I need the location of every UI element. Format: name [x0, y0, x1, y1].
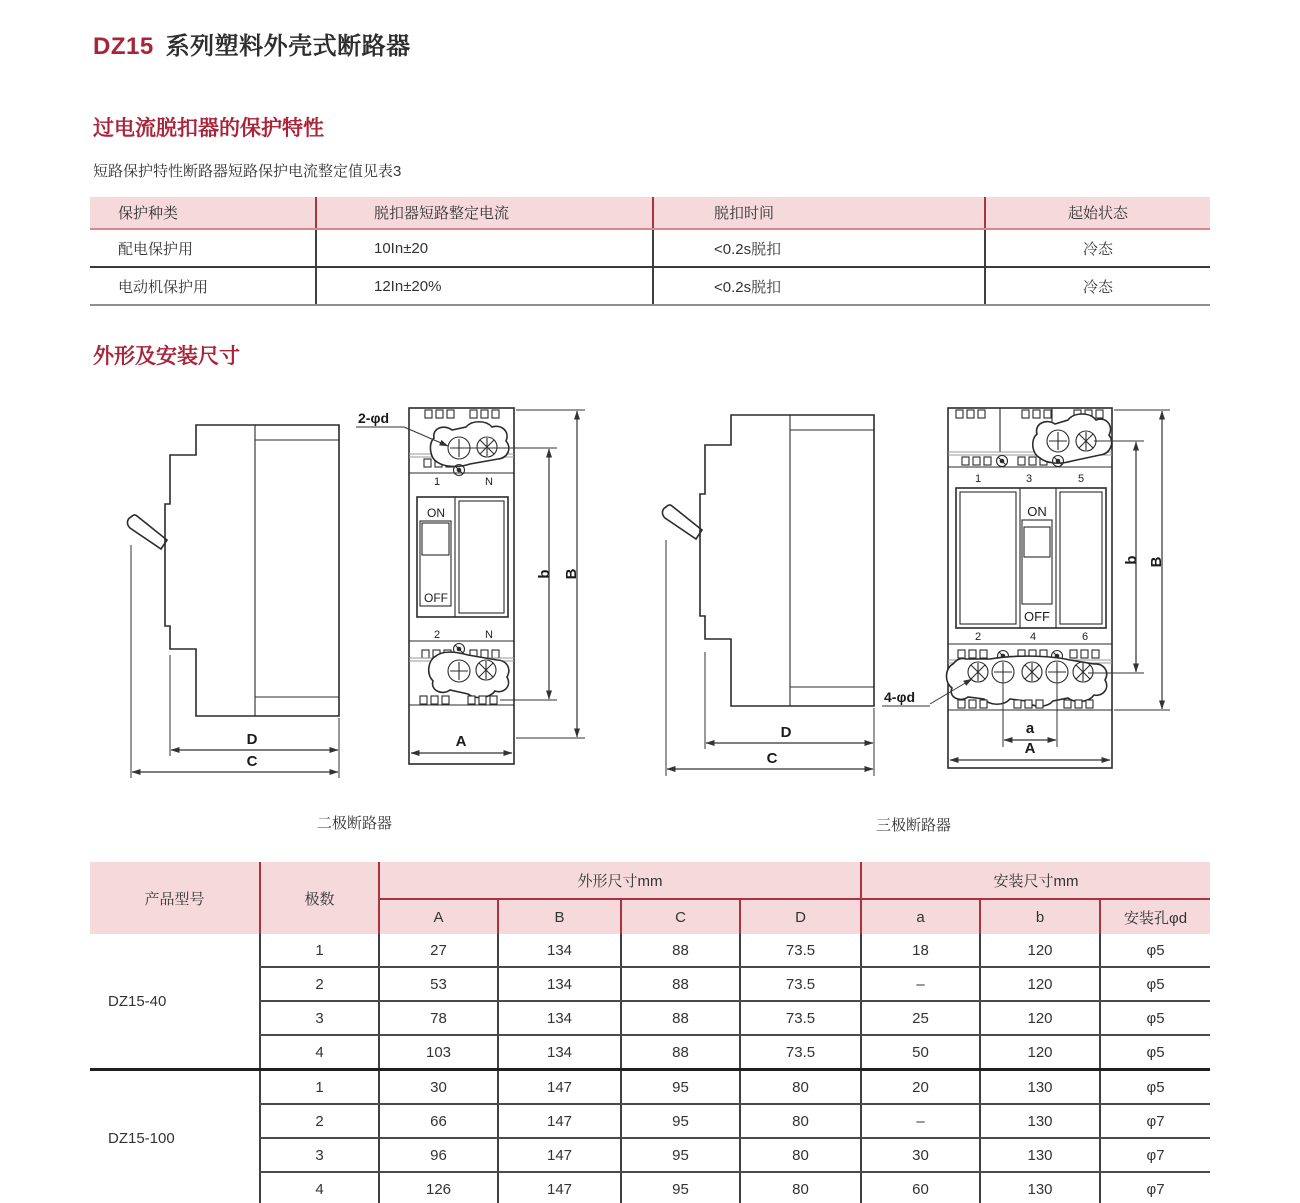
front-view	[946, 408, 1112, 768]
dimensions-table	[90, 862, 1210, 1203]
column-header: A	[379, 899, 498, 934]
table-cell: 66	[379, 1104, 498, 1138]
table-cell: 88	[621, 1001, 740, 1035]
dim-label-d: D	[780, 724, 792, 741]
top-terminal-block	[430, 422, 508, 467]
table-cell: φ7	[1100, 1104, 1210, 1138]
table-cell: 134	[498, 1035, 621, 1070]
table-cell: 80	[740, 1172, 861, 1203]
hole-label: 4-φd	[884, 689, 916, 705]
table-cell: 147	[498, 1172, 621, 1203]
column-header-poles: 极数	[260, 862, 379, 934]
protection-table	[90, 197, 1210, 306]
terminal-label: 3	[1025, 473, 1033, 485]
off-label: OFF	[1024, 609, 1050, 624]
table-cell: 25	[861, 1001, 980, 1035]
on-label: ON	[1027, 504, 1047, 519]
series-name: 系列塑料外壳式断路器	[165, 33, 411, 60]
table-cell: 147	[498, 1070, 621, 1105]
table-cell: 134	[498, 934, 621, 967]
on-label: ON	[427, 506, 445, 520]
column-header-model: 产品型号	[90, 862, 260, 934]
terminal-label: N	[485, 629, 493, 641]
column-header: C	[621, 899, 740, 934]
table-cell: 30	[379, 1070, 498, 1105]
table-cell: 3	[260, 1001, 379, 1035]
side-view	[127, 425, 339, 716]
bottom-terminal-block	[429, 652, 509, 697]
table-cell: 60	[861, 1172, 980, 1203]
series-code: DZ15	[93, 33, 154, 60]
column-header: b	[980, 899, 1100, 934]
table-cell: 120	[980, 1035, 1100, 1070]
front-view	[409, 408, 514, 764]
dim-label-b-outer: B	[1148, 556, 1165, 568]
off-label: OFF	[424, 591, 448, 605]
vent-slots	[425, 410, 499, 418]
table-cell: 4	[260, 1035, 379, 1070]
dim-label-c: C	[766, 750, 778, 767]
table-row	[90, 267, 1210, 305]
table-cell: 120	[980, 1001, 1100, 1035]
table-cell: 134	[498, 967, 621, 1001]
table-cell: φ7	[1100, 1172, 1210, 1203]
table-cell: φ5	[1100, 1070, 1210, 1105]
dim-label-a-small: a	[1025, 720, 1035, 737]
table-cell: 130	[980, 1070, 1100, 1105]
table-cell: 80	[740, 1138, 861, 1172]
right-drawing-caption: 三极断路器	[876, 817, 952, 834]
column-header: a	[861, 899, 980, 934]
three-pole-breaker-drawing	[650, 390, 1190, 790]
model-cell: DZ15-40	[90, 934, 260, 1070]
table-cell: 95	[621, 1138, 740, 1172]
toggle-switch	[422, 523, 449, 555]
top-terminal-block	[1033, 414, 1112, 463]
left-drawing-caption: 二极断路器	[317, 815, 393, 832]
table-cell: 10In±20	[316, 229, 653, 267]
column-header: 安装孔φd	[1100, 899, 1210, 934]
table-cell: 120	[980, 934, 1100, 967]
table-cell: –	[861, 1104, 980, 1138]
table-cell: 20	[861, 1070, 980, 1105]
depth-dimensions	[666, 540, 874, 776]
table-header-row	[90, 862, 1210, 899]
depth-dimensions	[131, 545, 339, 778]
table-cell: 73.5	[740, 1001, 861, 1035]
column-header: 保护种类	[90, 197, 316, 229]
table-cell: 冷态	[985, 267, 1210, 305]
switch-face	[956, 488, 1106, 628]
section-heading-dimensions: 外形及安装尺寸	[93, 345, 240, 368]
table-cell: 冷态	[985, 229, 1210, 267]
table-cell: 130	[980, 1104, 1100, 1138]
table-cell: 4	[260, 1172, 379, 1203]
terminal-label: 1	[433, 476, 441, 488]
table-cell: 53	[379, 967, 498, 1001]
column-header: 脱扣器短路整定电流	[316, 197, 653, 229]
table-cell: 126	[379, 1172, 498, 1203]
table-cell: 103	[379, 1035, 498, 1070]
table-cell: 1	[260, 1070, 379, 1105]
table-cell: 147	[498, 1138, 621, 1172]
group-header-mounting: 安装尺寸mm	[861, 862, 1210, 899]
case-screw	[997, 456, 1008, 467]
table-cell: φ5	[1100, 1035, 1210, 1070]
toggle-switch	[1024, 527, 1050, 557]
dim-label-a: A	[1024, 740, 1036, 757]
table-cell: φ7	[1100, 1138, 1210, 1172]
terminal-label: 4	[1029, 631, 1037, 643]
hole-label: 2-φd	[358, 410, 390, 426]
table-cell: 30	[861, 1138, 980, 1172]
table-cell: 147	[498, 1104, 621, 1138]
table-cell: –	[861, 967, 980, 1001]
table-row	[90, 229, 1210, 267]
group-header-outline: 外形尺寸mm	[379, 862, 861, 899]
switch-face	[417, 497, 508, 617]
table-row	[90, 934, 1210, 967]
page-title	[93, 26, 411, 61]
table-cell: φ5	[1100, 934, 1210, 967]
table-cell: 130	[980, 1138, 1100, 1172]
dim-label-c: C	[246, 753, 258, 770]
table-cell: 95	[621, 1172, 740, 1203]
section-heading-protection: 过电流脱扣器的保护特性	[93, 117, 324, 140]
dim-label-b-inner: b	[1123, 555, 1140, 565]
dim-label-d: D	[246, 731, 258, 748]
table-cell: 50	[861, 1035, 980, 1070]
terminal-label: 2	[433, 629, 441, 641]
table-cell: 配电保护用	[90, 229, 316, 267]
terminal-label: 6	[1081, 631, 1089, 643]
terminal-label: 1	[974, 473, 982, 485]
table-cell: 18	[861, 934, 980, 967]
table-header-row	[90, 197, 1210, 229]
dim-label-b-inner: b	[536, 569, 553, 579]
dim-label-b-outer: B	[563, 568, 580, 580]
table-cell: 88	[621, 1035, 740, 1070]
terminal-label: 5	[1077, 473, 1085, 485]
table-cell: 88	[621, 934, 740, 967]
table-cell: <0.2s脱扣	[653, 267, 985, 305]
column-header: 脱扣时间	[653, 197, 985, 229]
table-cell: φ5	[1100, 1001, 1210, 1035]
table-cell: <0.2s脱扣	[653, 229, 985, 267]
table-cell: 73.5	[740, 934, 861, 967]
table-cell: 73.5	[740, 967, 861, 1001]
table-cell: 134	[498, 1001, 621, 1035]
column-header: B	[498, 899, 621, 934]
dim-label-a: A	[455, 733, 467, 750]
table-cell: 2	[260, 1104, 379, 1138]
toggle-handle	[662, 505, 702, 539]
column-header: 起始状态	[985, 197, 1210, 229]
table-cell: φ5	[1100, 967, 1210, 1001]
table-cell: 2	[260, 967, 379, 1001]
table-cell: 95	[621, 1070, 740, 1105]
table-cell: 96	[379, 1138, 498, 1172]
table-cell: 130	[980, 1172, 1100, 1203]
table-cell: 120	[980, 967, 1100, 1001]
table-cell: 12In±20%	[316, 267, 653, 305]
table-cell: 27	[379, 934, 498, 967]
table-cell: 1	[260, 934, 379, 967]
two-pole-breaker-drawing	[100, 390, 600, 790]
table-cell: 电动机保护用	[90, 267, 316, 305]
table-cell: 73.5	[740, 1035, 861, 1070]
table-row	[90, 1070, 1210, 1105]
table-cell: 80	[740, 1070, 861, 1105]
table-cell: 80	[740, 1104, 861, 1138]
terminal-label: N	[485, 476, 493, 488]
column-header: D	[740, 899, 861, 934]
table-cell: 95	[621, 1104, 740, 1138]
side-view	[662, 415, 874, 706]
table-cell: 88	[621, 967, 740, 1001]
model-cell: DZ15-100	[90, 1070, 260, 1203]
protection-note: 短路保护特性断路器短路保护电流整定值见表3	[93, 163, 402, 180]
bottom-terminal-block	[946, 656, 1106, 706]
table-cell: 3	[260, 1138, 379, 1172]
table-cell: 78	[379, 1001, 498, 1035]
toggle-handle	[127, 515, 167, 549]
terminal-label: 2	[974, 631, 982, 643]
